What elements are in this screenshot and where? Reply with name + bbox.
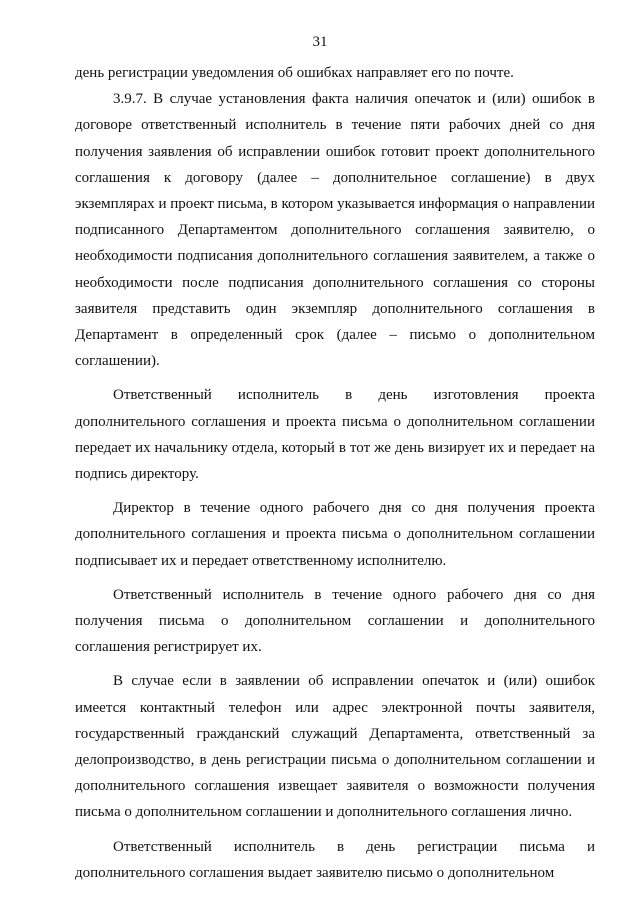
paragraph-registration: Ответственный исполнитель в течение одного рабочего дня со дня получения письма о дополнительном соглашении и дополнительного соглашения регистрирует их. [75,586,595,656]
page-number: 31 [312,34,328,50]
document-body [75,60,595,886]
paragraph-director-signing: Директор в течение одного рабочего дня со дня получения проекта дополнительного соглашения и проекта письма о дополнительном соглашении подписывает их и передает ответственному исполнителю. [75,500,595,569]
paragraph-continuation: день регистрации уведомления об ошибках направляет его по почте. [75,65,514,81]
paragraph-3-9-7: 3.9.7. В случае установления факта наличия опечаток и (или) ошибок в договоре ответственный исполнитель в течение пяти рабочих дней со дня получения заявления об исправлении ошибок готовит проект дополнительного соглашения к договору (далее – дополнительное соглашение) в двух экземплярах и проект письма, в котором указывается информация о направлении подписанного Департаментом дополнительного соглашения заявителю, о необходимости подписания дополнительного соглашения заявителем, а также о необходимости после подписания дополнительного соглашения со стороны заявителя представить один экземпляр дополнительного соглашения в Департамент в определенный срок (далее – письмо о дополнительном соглашении). [75,91,595,370]
paragraph-executor-preparation: Ответственный исполнитель в день изготовления проекта дополнительного соглашения и проекта письма о дополнительном соглашении передает их начальнику отдела, который в тот же день визирует их и передает на подпись директору. [75,387,595,483]
paragraph-notification: В случае если в заявлении об исправлении опечаток и (или) ошибок имеется контактный телефон или адрес электронной почты заявителя, государственный гражданский служащий Департамента, ответственный за делопроизводство, в день регистрации письма о дополнительном соглашении и дополнительного соглашения извещает заявителя о возможности получения письма о дополнительном соглашении и дополнительного соглашения лично. [75,673,595,821]
paragraph-issuance: Ответственный исполнитель в день регистрации письма и дополнительного соглашения выдает заявителю письмо о дополнительном [75,838,595,881]
